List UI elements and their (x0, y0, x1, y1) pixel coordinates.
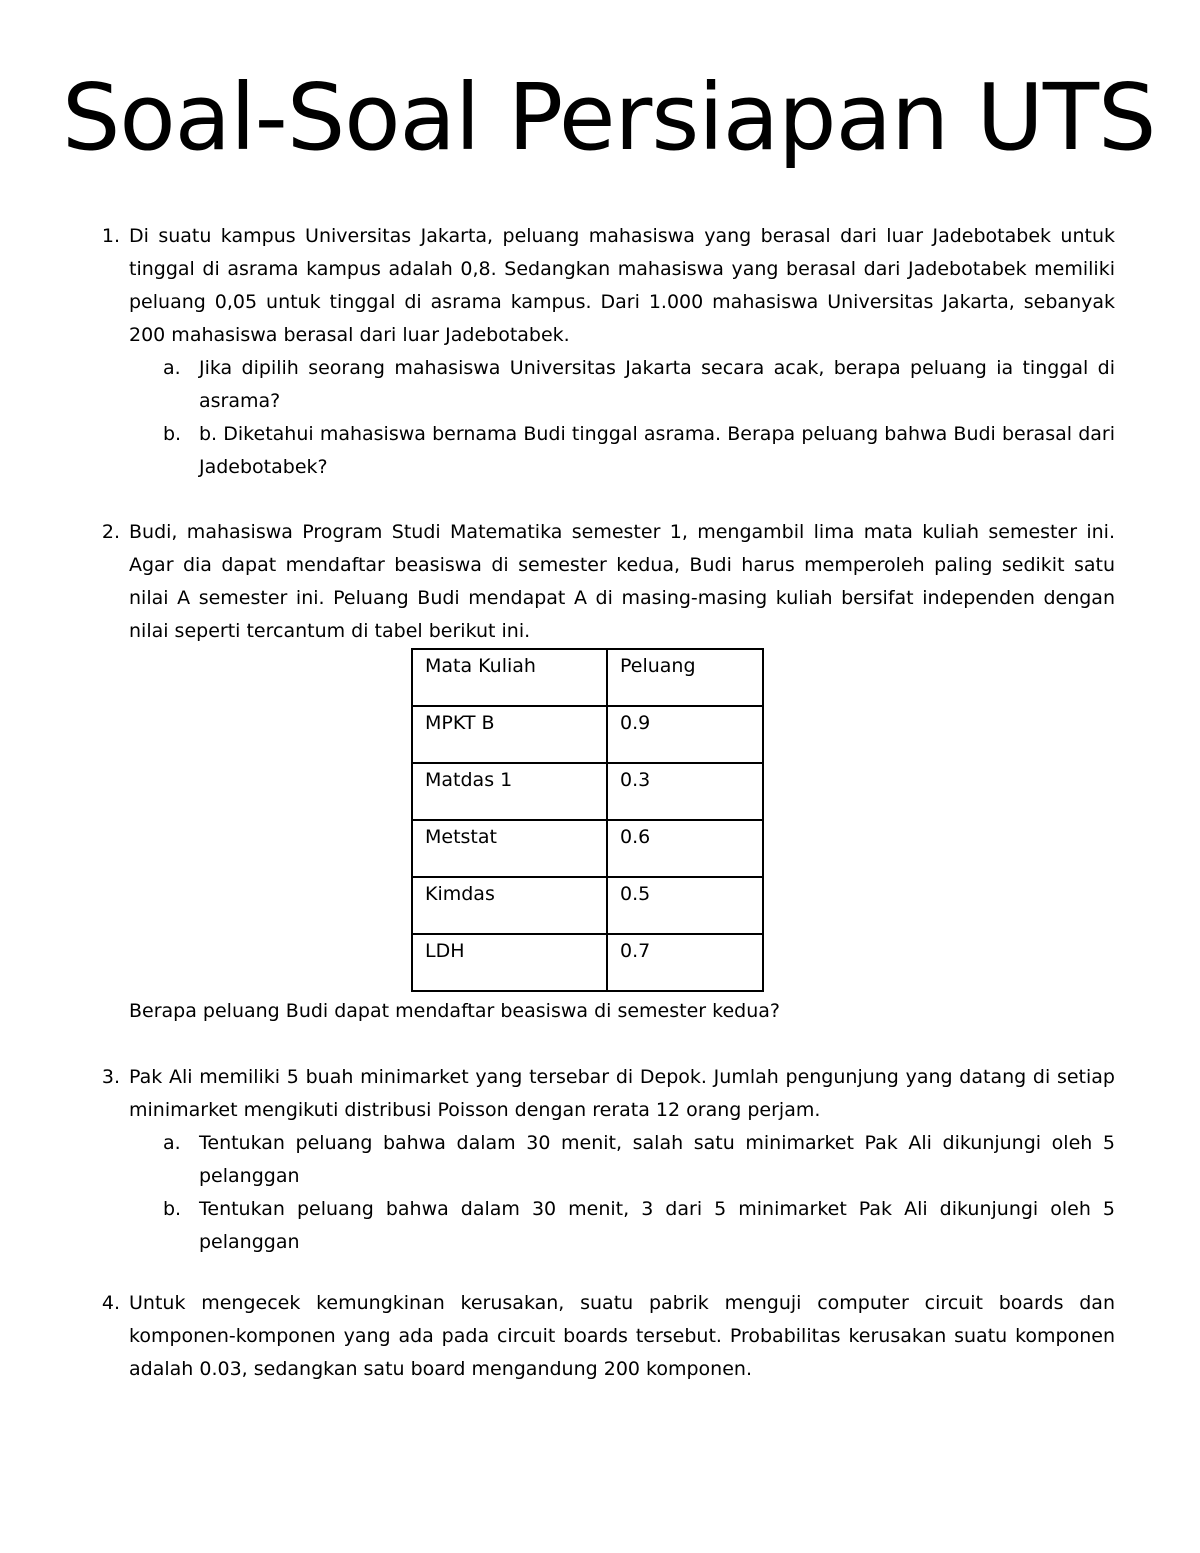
question-number: 4. (101, 1292, 120, 1314)
question-text: Di suatu kampus Universitas Jakarta, peluang mahasiswa yang berasal dari luar Jadebotabek untuk tinggal di asrama kampus adalah 0,8. Sedangkan mahasiswa yang berasal dari Jadebotabek memiliki peluang 0,05 untuk tinggal di asrama kampus. Dari 1.000 mahasiswa Universitas Jakarta, sebanyak 200 mahasiswa berasal dari luar Jadebotabek. (129, 225, 1115, 346)
sub-question-b (129, 1193, 1115, 1259)
table-cell: 0.9 (607, 706, 763, 763)
sub-question-b (129, 418, 1115, 484)
page-title: Soal-Soal Persiapan UTS (62, 64, 1156, 171)
question-number: 1. (101, 225, 120, 247)
question-4 (90, 1287, 1115, 1386)
question-1 (90, 220, 1115, 484)
table-cell: Kimdas (412, 877, 607, 934)
question-number: 2. (101, 521, 120, 543)
table-cell: 0.3 (607, 763, 763, 820)
sub-question-a (129, 1127, 1115, 1193)
table-cell: LDH (412, 934, 607, 991)
table-header-row (412, 649, 763, 706)
table-row (412, 934, 763, 991)
sub-question-a (129, 352, 1115, 418)
question-text: Pak Ali memiliki 5 buah minimarket yang tersebar di Depok. Jumlah pengunjung yang datang di setiap minimarket mengikuti distribusi Poisson dengan rerata 12 orang perjam. (129, 1066, 1115, 1121)
sub-question-letter: a. (163, 1132, 181, 1154)
question-2-followup: Berapa peluang Budi dapat mendaftar beasiswa di semester kedua? (129, 1000, 780, 1022)
sub-question-text: Tentukan peluang bahwa dalam 30 menit, 3 dari 5 minimarket Pak Ali dikunjungi oleh 5 pelanggan (199, 1198, 1115, 1253)
sub-question-letter: b. (163, 1198, 182, 1220)
probability-table (411, 648, 764, 992)
table-cell: Matdas 1 (412, 763, 607, 820)
sub-question-letter: a. (163, 357, 181, 379)
table-row (412, 706, 763, 763)
table-cell: 0.7 (607, 934, 763, 991)
table-cell: Metstat (412, 820, 607, 877)
table-row (412, 820, 763, 877)
table-header-cell: Peluang (607, 649, 763, 706)
sub-question-text: Tentukan peluang bahwa dalam 30 menit, salah satu minimarket Pak Ali dikunjungi oleh 5 pelanggan (199, 1132, 1115, 1187)
table-row (412, 763, 763, 820)
sub-question-letter: b. (163, 423, 182, 445)
table-row (412, 877, 763, 934)
question-2 (90, 516, 1115, 648)
question-number: 3. (101, 1066, 120, 1088)
sub-question-text: Jika dipilih seorang mahasiswa Universitas Jakarta secara acak, berapa peluang ia tinggal di asrama? (199, 357, 1115, 412)
question-3 (90, 1061, 1115, 1259)
table-cell: 0.6 (607, 820, 763, 877)
table-cell: MPKT B (412, 706, 607, 763)
question-text: Budi, mahasiswa Program Studi Matematika semester 1, mengambil lima mata kuliah semester ini. Agar dia dapat mendaftar beasiswa di semester kedua, Budi harus memperoleh paling sedikit satu nilai A semester ini. Peluang Budi mendapat A di masing-masing kuliah bersifat independen dengan nilai seperti tercantum di tabel berikut ini. (129, 521, 1115, 642)
table-header-cell: Mata Kuliah (412, 649, 607, 706)
sub-question-text: b. Diketahui mahasiswa bernama Budi tinggal asrama. Berapa peluang bahwa Budi berasal dari Jadebotabek? (199, 423, 1115, 478)
question-text: Untuk mengecek kemungkinan kerusakan, suatu pabrik menguji computer circuit boards dan komponen-komponen yang ada pada circuit boards tersebut. Probabilitas kerusakan suatu komponen adalah 0.03, sedangkan satu board mengandung 200 komponen. (129, 1292, 1115, 1380)
table-cell: 0.5 (607, 877, 763, 934)
